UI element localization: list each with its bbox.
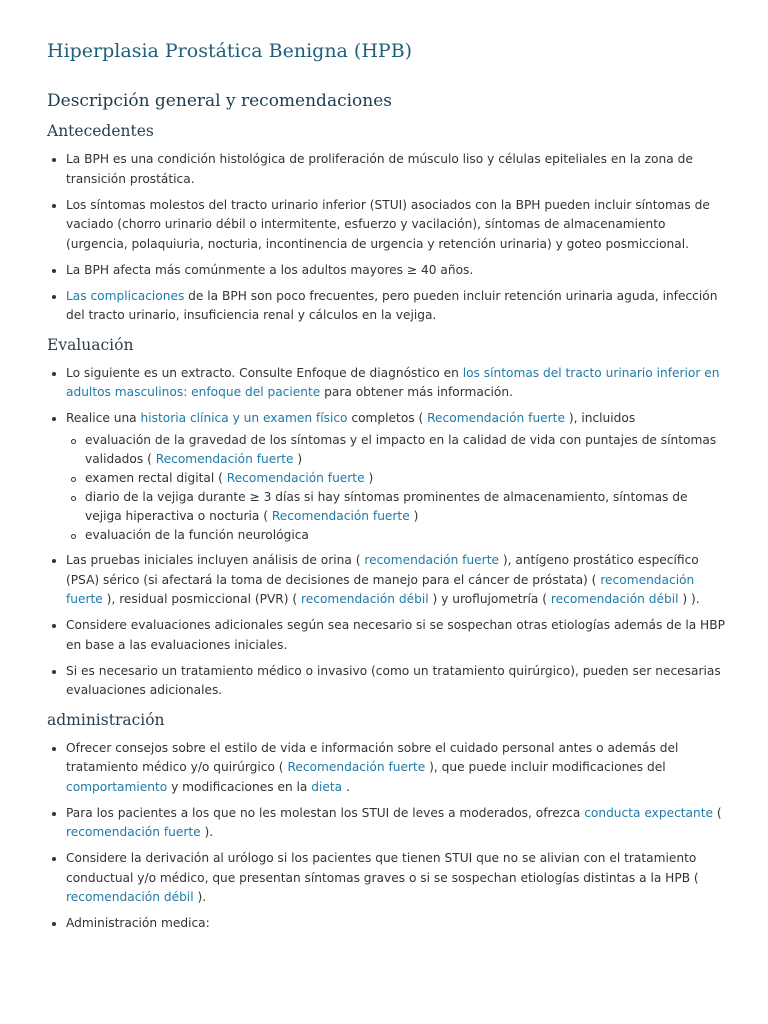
- recommendation-link[interactable]: recomendación débil: [301, 592, 429, 606]
- sub-list-item: examen rectal digital ( Recomendación fuerte ): [66, 469, 727, 488]
- section-antecedentes: [47, 120, 727, 326]
- section-evaluacion: [47, 334, 727, 701]
- comportamiento-link[interactable]: comportamiento: [66, 779, 168, 794]
- recommendation-link[interactable]: Recomendación fuerte: [427, 411, 565, 425]
- recommendation-link[interactable]: recomendación fuerte: [66, 572, 695, 606]
- list-item: Lo siguiente es un extracto. Consulte Enfoque de diagnóstico en los síntomas del tracto urinario inferior en adultos masculinos: enfoque del paciente para obtener más información.: [47, 364, 727, 403]
- antecedentes-list: [47, 150, 727, 326]
- sub-list-item: diario de la vejiga durante ≥ 3 días si hay síntomas prominentes de almacenamiento, síntomas de vejiga hiperactiva o nocturia ( Recomendación fuerte ): [66, 488, 727, 526]
- sub-list-item: evaluación de la gravedad de los síntomas y el impacto en la calidad de vida con puntajes de síntomas validados ( Recomendación fuerte ): [66, 431, 727, 469]
- administracion-list: [47, 739, 727, 934]
- recommendation-link[interactable]: recomendación fuerte: [66, 825, 201, 839]
- list-item: Realice una historia clínica y un examen físico completos ( Recomendación fuerte ), incluidos evaluación de la gravedad de los síntomas y el impacto en la calidad de vida con puntajes de síntomas validados ( Recomendación fuerte ) examen rectal digital ( Recomendación fuerte ) diario de la vejiga durante ≥ 3 días si hay síntomas prominentes de almacenamiento, síntomas de vejiga hiperactiva o nocturia ( Recomendación fuerte ) evaluación de la función neurológica: [47, 409, 727, 545]
- antecedentes-heading: Antecedentes: [47, 122, 154, 140]
- dieta-link[interactable]: dieta: [311, 779, 343, 794]
- recommendation-link[interactable]: Recomendación fuerte: [271, 508, 410, 523]
- list-item: La BPH es una condición histológica de proliferación de músculo liso y células epiteliales en la zona de transición prostática.: [47, 150, 727, 189]
- conducta-expectante-link[interactable]: conducta expectante: [584, 805, 714, 820]
- recommendation-link[interactable]: Recomendación fuerte: [226, 470, 365, 485]
- historia-clinica-link[interactable]: historia clínica y un examen físico: [140, 411, 348, 425]
- overview-heading: Descripción general y recomendaciones: [47, 91, 393, 111]
- recommendation-link[interactable]: recomendación débil: [66, 890, 194, 904]
- list-item: Las pruebas iniciales incluyen análisis de orina ( recomendación fuerte ), antígeno prostático específico (PSA) sérico (si afectará la toma de decisiones de manejo para el cáncer de próstata) ( recomendación fuerte ), residual posmiccional (PVR) ( recomendación débil ) y uroflujometría ( recomendación débil ) ).: [47, 551, 727, 610]
- list-item: Para los pacientes a los que no les molestan los STUI de leves a moderados, ofrezca conducta expectante ( recomendación fuerte ).: [47, 804, 727, 843]
- recommendation-link[interactable]: Recomendación fuerte: [155, 451, 294, 466]
- list-item: Las complicaciones de la BPH son poco frecuentes, pero pueden incluir retención urinaria aguda, infección del tracto urinario, insuficiencia renal y cálculos en la vejiga.: [47, 287, 727, 326]
- stui-enfoque-link[interactable]: los síntomas del tracto urinario inferior en adultos masculinos: enfoque del paciente: [66, 365, 720, 399]
- list-item: Si es necesario un tratamiento médico o invasivo (como un tratamiento quirúrgico), pueden ser necesarias evaluaciones adicionales.: [47, 662, 727, 701]
- page-title: Hiperplasia Prostática Benigna (HPB): [47, 40, 413, 62]
- list-item: Considere la derivación al urólogo si los pacientes que tienen STUI que no se alivian con el tratamiento conductual y/o médico, que presentan síntomas graves o si se sospechan etiologías distintas a la HPB ( recomendación débil ).: [47, 849, 727, 908]
- section-administracion: [47, 709, 727, 934]
- list-item: Ofrecer consejos sobre el estilo de vida e información sobre el cuidado personal antes o además del tratamiento médico y/o quirúrgico ( Recomendación fuerte ), que puede incluir modificaciones del comportamiento y modificaciones en la dieta .: [47, 739, 727, 798]
- administracion-heading: administración: [47, 710, 165, 729]
- recommendation-link[interactable]: recomendación fuerte: [364, 553, 499, 567]
- complicaciones-link[interactable]: Las complicaciones: [66, 288, 185, 303]
- list-item: Los síntomas molestos del tracto urinario inferior (STUI) asociados con la BPH pueden incluir síntomas de vaciado (chorro urinario débil o intermitente, esfuerzo y vacilación), síntomas de almacenamiento (urgencia, polaquiuria, nocturia, incontinencia de urgencia y retención urinaria) y goteo posmiccional.: [47, 196, 727, 255]
- document-page: [47, 38, 727, 942]
- recommendation-link[interactable]: recomendación débil: [550, 592, 679, 606]
- list-item: Considere evaluaciones adicionales según sea necesario si se sospechan otras etiologías además de la HBP en base a las evaluaciones iniciales.: [47, 616, 727, 655]
- evaluacion-sublist: [66, 431, 727, 545]
- list-item: La BPH afecta más comúnmente a los adultos mayores ≥ 40 años.: [47, 261, 727, 281]
- list-item: Administración medica:: [47, 914, 727, 934]
- evaluacion-list: [47, 364, 727, 701]
- recommendation-link[interactable]: Recomendación fuerte: [287, 760, 426, 774]
- sub-list-item: evaluación de la función neurológica: [66, 526, 727, 545]
- evaluacion-heading: Evaluación: [47, 335, 134, 354]
